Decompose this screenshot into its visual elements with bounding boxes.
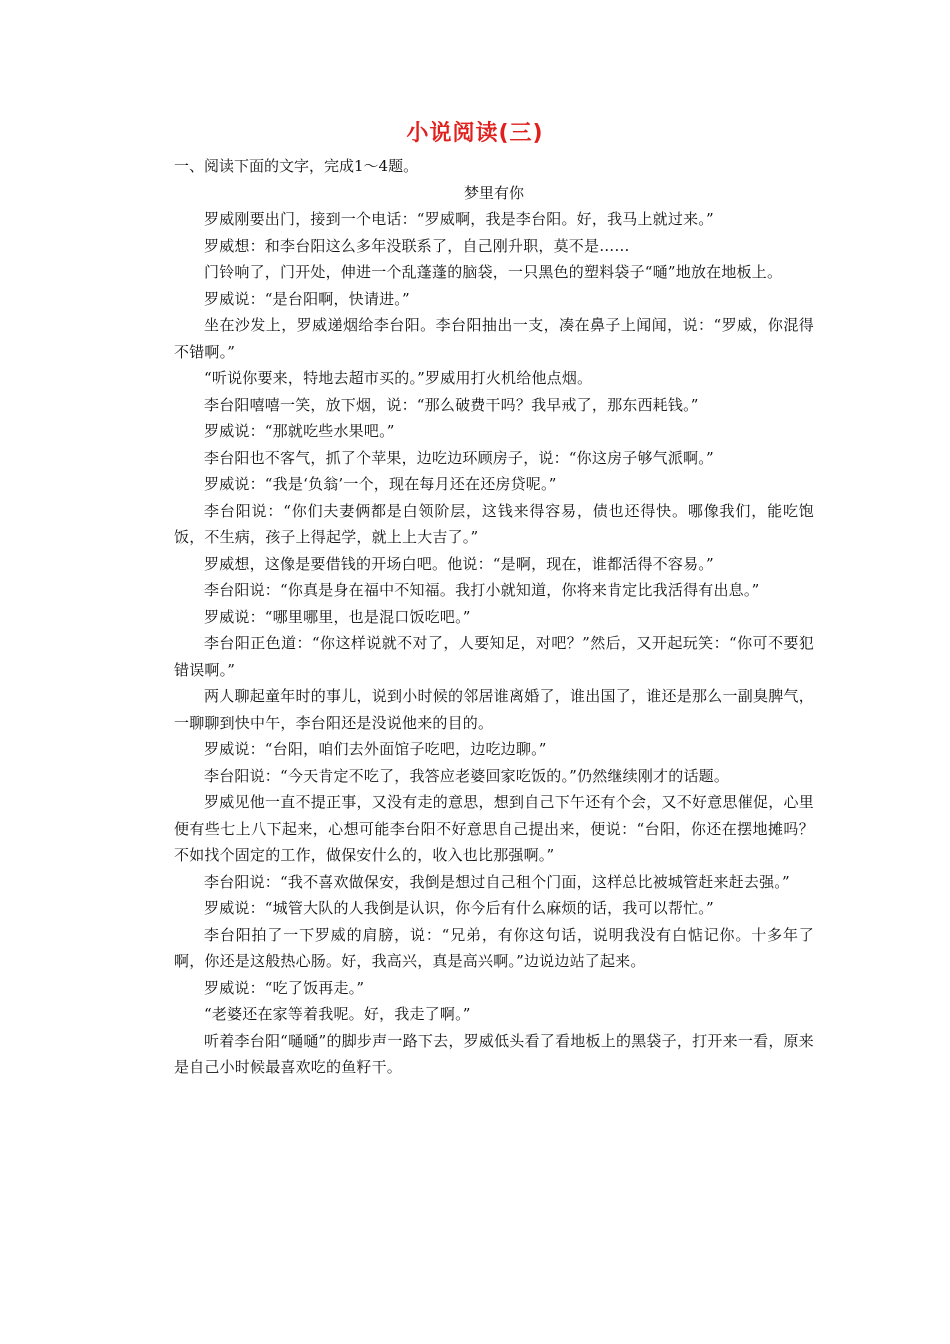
story-paragraph: 李台阳嘻嘻一笑，放下烟，说：“那么破费干吗？我早戒了，那东西耗钱。”	[204, 395, 699, 414]
story-paragraph: 李台阳说：“今天肯定不吃了，我答应老婆回家吃饭的。”仍然继续刚才的话题。	[204, 766, 730, 785]
story-paragraph: 罗威说：“我是‘负翁’一个，现在每月还在还房贷呢。”	[204, 475, 557, 493]
story-paragraph: 李台阳说：“我不喜欢做保安，我倒是想过自己租个门面，这样总比被城管赶来赶去强。”	[204, 872, 790, 891]
story-paragraph: 罗威说：“哪里哪里，也是混口饭吃吧。”	[204, 607, 471, 626]
story-paragraph: 李台阳说：“你们夫妻俩都是白领阶层，这钱来得容易，债也还得快。哪像我们，能吃饱饭，不生病，孩子上得起学，就上上大吉了。”	[174, 501, 814, 546]
story-paragraph: 门铃响了，门开处，伸进一个乱蓬蓬的脑袋，一只黑色的塑料袋子“嗵”地放在地板上。	[204, 263, 783, 281]
story-paragraph: “老婆还在家等着我呢。好，我走了啊。”	[204, 1005, 471, 1023]
story-paragraph: 罗威刚要出门，接到一个电话：“罗威啊，我是李台阳。好，我马上就过来。”	[204, 210, 714, 228]
document-body	[174, 153, 814, 1081]
story-paragraph: 罗威说：“城管大队的人我倒是认识，你今后有什么麻烦的话，我可以帮忙。”	[204, 899, 714, 917]
story-paragraph: 罗威说：“台阳，咱们去外面馆子吃吧，边吃边聊。”	[204, 740, 547, 758]
document-title: 小说阅读(三)	[406, 121, 544, 146]
story-paragraph: 李台阳正色道：“你这样说就不对了，人要知足，对吧？”然后，又开起玩笑：“你可不要犯错误啊。”	[174, 634, 814, 679]
story-paragraph: 罗威说：“吃了饭再走。”	[204, 978, 365, 997]
story-paragraph: “听说你要来，特地去超市买的。”罗威用打火机给他点烟。	[204, 369, 593, 387]
story-paragraph: 罗威见他一直不提正事，又没有走的意思，想到自己下午还有个会，又不好意思催促，心里便有些七上八下起来，心想可能李台阳不好意思自己提出来，便说：“台阳，你还在摆地摊吗？不如找个固定的工作，做保安什么的，收入也比那强啊。”	[174, 793, 814, 864]
story-paragraph: 两人聊起童年时的事儿，说到小时候的邻居谁离婚了，谁出国了，谁还是那么一副臭脾气，一聊聊到快中午，李台阳还是没说他来的目的。	[174, 687, 814, 732]
story-paragraph: 罗威想：和李台阳这么多年没联系了，自己刚升职，莫不是……	[204, 236, 630, 255]
story-paragraph: 李台阳拍了一下罗威的肩膀，说：“兄弟，有你这句话，说明我没有白惦记你。十多年了啊，你还是这般热心肠。好，我高兴，真是高兴啊。”边说边站了起来。	[174, 925, 814, 970]
question-instruction: 一、阅读下面的文字，完成1～4题。	[174, 157, 419, 175]
story-title: 梦里有你	[463, 183, 524, 202]
story-paragraph: 李台阳说：“你真是身在福中不知福。我打小就知道，你将来肯定比我活得有出息。”	[204, 581, 760, 599]
story-paragraph: 罗威说：“那就吃些水果吧。”	[204, 422, 395, 440]
story-paragraph: 罗威想，这像是要借钱的开场白吧。他说：“是啊，现在，谁都活得不容易。”	[204, 554, 714, 573]
story-paragraph: 听着李台阳“嗵嗵”的脚步声一路下去，罗威低头看了看地板上的黑袋子，打开来一看，原来是自己小时候最喜欢吃的鱼籽干。	[174, 1031, 814, 1076]
story-paragraph: 李台阳也不客气，抓了个苹果，边吃边环顾房子，说：“你这房子够气派啊。”	[204, 448, 714, 467]
story-paragraph: 罗威说：“是台阳啊，快请进。”	[204, 289, 410, 308]
story-paragraph: 坐在沙发上，罗威递烟给李台阳。李台阳抽出一支，凑在鼻子上闻闻，说：“罗威，你混得不错啊。”	[174, 316, 814, 361]
